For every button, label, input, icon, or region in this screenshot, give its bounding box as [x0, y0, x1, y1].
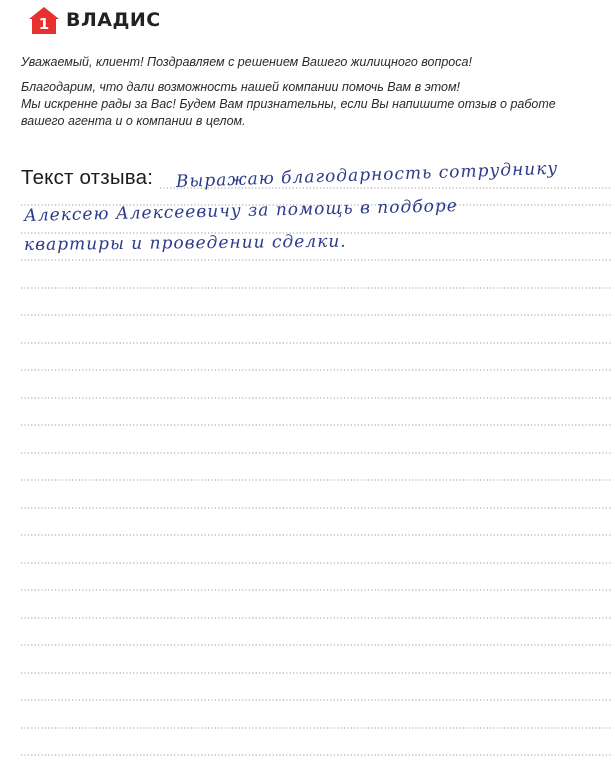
thanks-line-1: Благодарим, что дали возможность нашей компании помочь Вам в этом!: [21, 80, 461, 94]
handwritten-line-3: квартиры и проведении сделки.: [23, 231, 347, 255]
greeting-line: Уважаемый, клиент! Поздравляем с решением Вашего жилищного вопроса!: [21, 55, 472, 69]
logo-brand-name: ВЛАДИС: [66, 9, 161, 31]
review-label: Текст отзыва:: [21, 166, 154, 189]
thanks-line-2: Мы искренне рады за Вас! Будем Вам признательны, если Вы напишите отзыв о работе: [21, 97, 556, 111]
handwritten-line-1: Выражаю благодарность сотруднику: [175, 158, 559, 192]
thanks-line-3: вашего агента и о компании в целом.: [21, 114, 246, 128]
logo-badge-digit: 1: [38, 15, 50, 33]
handwritten-line-2: Алексею Алексеевичу за помощь в подборе: [23, 196, 459, 226]
